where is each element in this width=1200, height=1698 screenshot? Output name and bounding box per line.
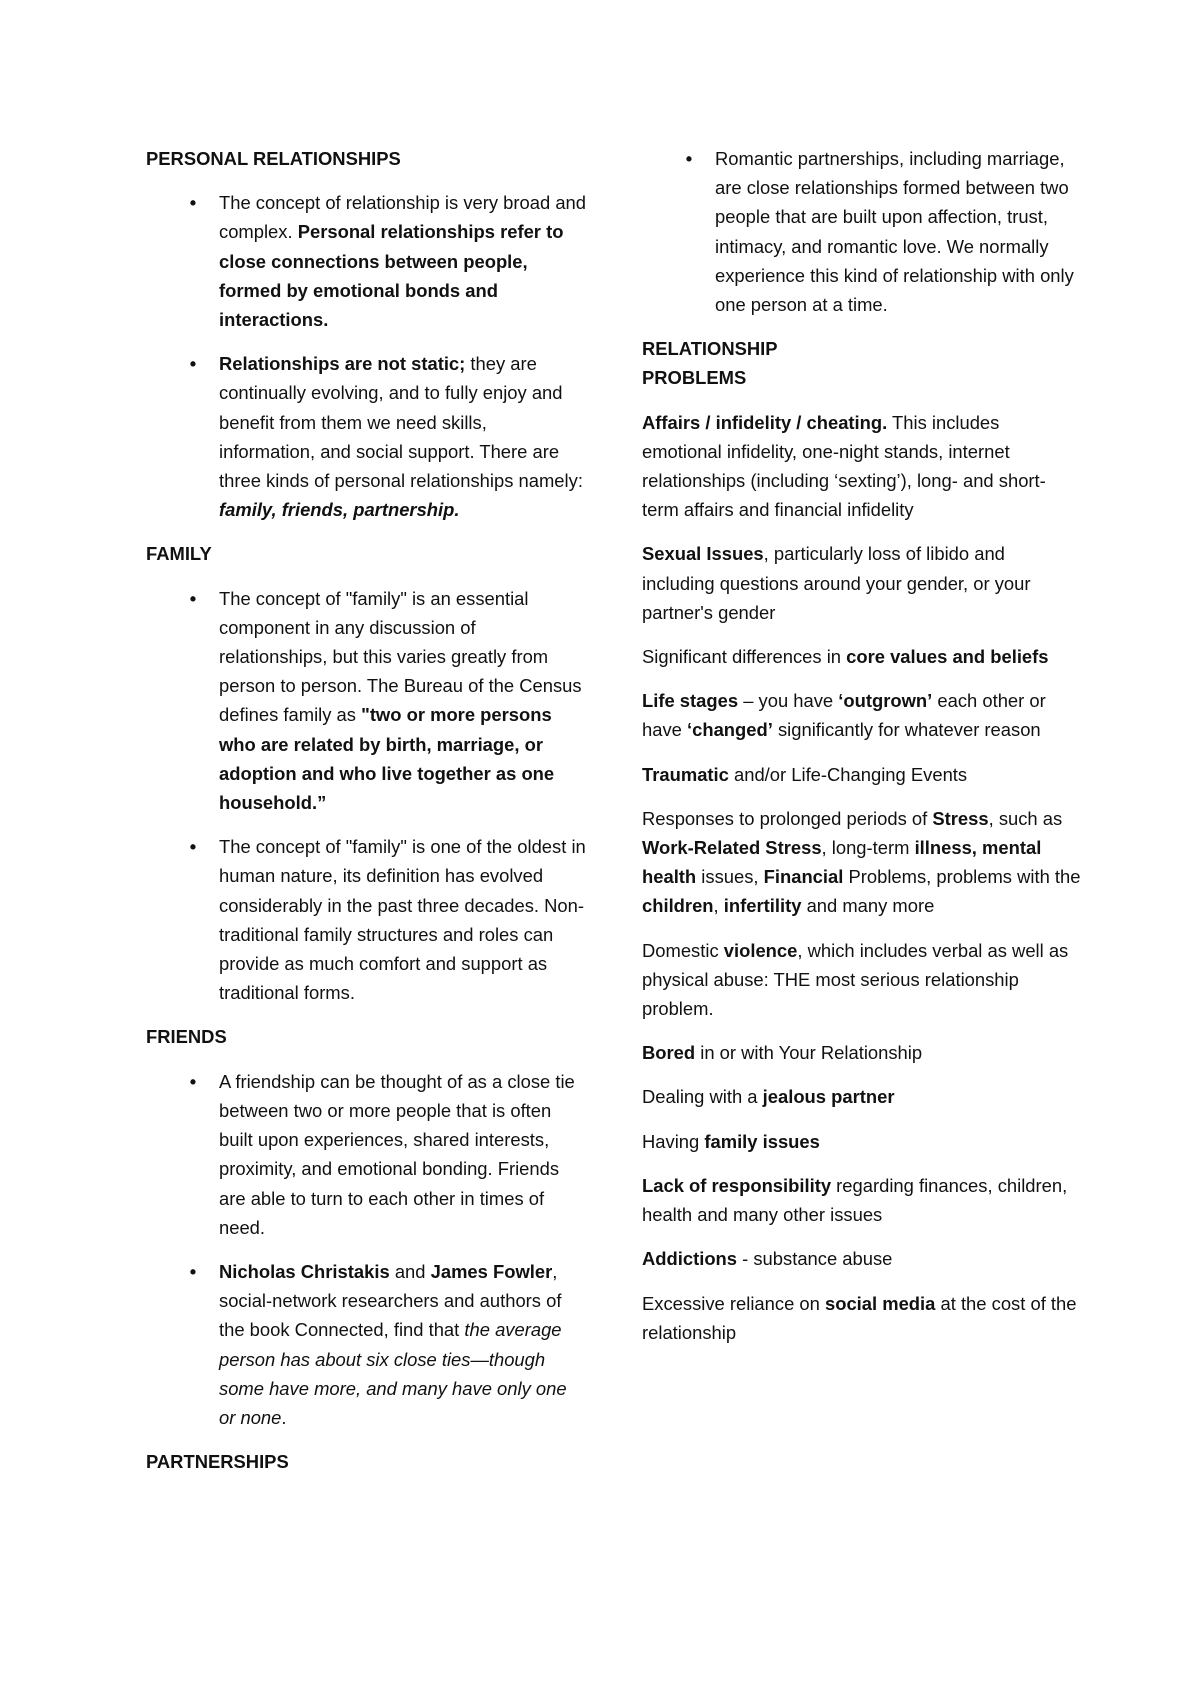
partnerships-list bbox=[642, 144, 1082, 319]
text: , which includes verbal as well as physical abuse: THE most serious relationship problem. bbox=[642, 939, 1069, 1020]
list-item bbox=[146, 584, 586, 818]
problem-core-values bbox=[642, 642, 1082, 671]
bullet-icon: • bbox=[189, 587, 197, 609]
problem-traumatic-events bbox=[642, 760, 1082, 789]
problem-jealous-partner bbox=[642, 1082, 1082, 1111]
heading-personal-relationships: PERSONAL RELATIONSHIPS bbox=[146, 148, 401, 169]
text: Domestic bbox=[642, 939, 724, 961]
problem-domestic-violence bbox=[642, 936, 1082, 1024]
bullet-icon: • bbox=[189, 1260, 197, 1282]
text: A friendship can be thought of as a close tie between two or more people that is often built upon experiences, shared interests, proximity, and emotional bonding. Friends are able to turn to each other in times of need. bbox=[219, 1070, 575, 1238]
bold-text: ‘outgrown’ bbox=[838, 690, 933, 712]
list-item bbox=[146, 832, 586, 1007]
text: issues, bbox=[696, 866, 764, 888]
bold-text: illness, mental health bbox=[642, 837, 1042, 888]
text: Having bbox=[642, 1130, 705, 1152]
friends-list bbox=[146, 1067, 586, 1432]
bold-text: Stress bbox=[932, 807, 989, 829]
text: Dealing with a bbox=[642, 1086, 763, 1108]
list-item bbox=[146, 1067, 586, 1242]
bullet-icon: • bbox=[189, 836, 197, 858]
personal-relationships-list bbox=[146, 188, 586, 524]
bold-text: social media bbox=[824, 1292, 936, 1314]
text: - substance abuse bbox=[737, 1248, 893, 1270]
text: and/or Life-Changing Events bbox=[728, 763, 968, 785]
bold-text: children bbox=[642, 895, 714, 917]
left-column bbox=[146, 144, 586, 1491]
bold-text: Personal relationships refer to close connections between people, formed by emotional bonds and interactions. bbox=[219, 221, 564, 331]
text: Responses to prolonged periods of bbox=[642, 807, 933, 829]
bullet-icon: • bbox=[189, 353, 197, 375]
bold-text: James Fowler bbox=[430, 1260, 553, 1282]
list-item bbox=[146, 188, 586, 334]
problem-sexual-issues bbox=[642, 539, 1082, 627]
bold-text: Sexual Issues bbox=[642, 543, 764, 565]
text: regarding finances, children, health and many other issues bbox=[642, 1174, 1068, 1226]
bold-text: core values and beliefs bbox=[846, 646, 1049, 668]
bold-text: infertility bbox=[723, 895, 802, 917]
bold-text: Work-Related Stress bbox=[642, 837, 822, 859]
problem-stress bbox=[642, 804, 1082, 921]
bold-text: Life stages bbox=[642, 690, 739, 712]
text: , long-term bbox=[821, 837, 915, 859]
bold-text: violence bbox=[723, 939, 798, 961]
bullet-icon: • bbox=[685, 148, 693, 169]
text: , such as bbox=[988, 807, 1063, 829]
text: This includes emotional infidelity, one-night stands, internet relationships (including ‘sexting’), long- and short-term affairs and financial infidelity bbox=[642, 411, 1046, 521]
text: The concept of "family" is one of the oldest in human nature, its definition has evolved considerably in the past three decades. Non-traditional family structures and roles can provide as much comfort and support as traditional forms. bbox=[219, 836, 586, 1004]
bold-text: Lack of responsibility bbox=[642, 1174, 832, 1196]
text: significantly for whatever reason bbox=[772, 719, 1041, 741]
bold-text: Nicholas Christakis bbox=[219, 1260, 390, 1282]
bold-text: family issues bbox=[704, 1130, 820, 1152]
heading-family: FAMILY bbox=[146, 543, 212, 565]
bold-text: Financial bbox=[763, 866, 844, 888]
bold-text: Bored bbox=[642, 1042, 696, 1064]
list-item bbox=[146, 349, 586, 524]
text: they are continually evolving, and to fully enjoy and benefit from them we need skills, information, and social support. There are three kinds of personal relationships namely: bbox=[219, 353, 583, 492]
list-item bbox=[146, 1257, 586, 1432]
text: Problems, problems with the bbox=[843, 866, 1081, 888]
text: and many more bbox=[801, 895, 935, 917]
text: The concept of "family" is an essential component in any discussion of relationships, but this varies greatly from person to person. The Bureau of the Census defines family as bbox=[219, 587, 582, 726]
bold-text: Affairs / infidelity / cheating. bbox=[642, 411, 888, 433]
bold-text: Traumatic bbox=[642, 763, 729, 785]
text: The concept of relationship is very broad and complex. bbox=[219, 192, 587, 243]
text: , bbox=[713, 895, 724, 917]
text: in or with Your Relationship bbox=[695, 1042, 923, 1064]
text: , social-network researchers and authors of the book Connected, find that bbox=[219, 1260, 562, 1341]
problem-responsibility bbox=[642, 1171, 1082, 1229]
heading-relationship-problems bbox=[642, 334, 1082, 392]
list-item bbox=[642, 144, 1082, 319]
bold-italic-text: family, friends, partnership. bbox=[219, 499, 460, 521]
problem-addictions bbox=[642, 1244, 1082, 1273]
problem-social-media bbox=[642, 1289, 1082, 1347]
problem-affairs bbox=[642, 408, 1082, 525]
heading-friends: FRIENDS bbox=[146, 1026, 227, 1048]
heading-line: PROBLEMS bbox=[642, 367, 747, 389]
heading-line: RELATIONSHIP bbox=[642, 338, 778, 360]
right-column bbox=[642, 144, 1082, 1362]
bold-text: Relationships are not static; bbox=[219, 353, 466, 375]
text: , particularly loss of libido and including questions around your gender, or your partner's gender bbox=[642, 543, 1031, 623]
text: – you have bbox=[738, 690, 839, 712]
bold-text: "two or more persons who are related by birth, marriage, or adoption and who live together as one household.” bbox=[219, 704, 555, 814]
text: Romantic partnerships, including marriage, are close relationships formed between two people that are built upon affection, trust, intimacy, and romantic love. We normally experience this kind of relationship with only one person at a time. bbox=[715, 148, 1074, 316]
bullet-icon: • bbox=[189, 1070, 197, 1092]
problem-bored bbox=[642, 1038, 1082, 1067]
text: each other or have bbox=[642, 690, 1046, 741]
heading-partnerships: PARTNERSHIPS bbox=[146, 1451, 289, 1473]
text: . bbox=[281, 1406, 287, 1428]
bullet-icon: • bbox=[189, 192, 197, 214]
bold-text: jealous partner bbox=[762, 1086, 895, 1108]
problem-life-stages bbox=[642, 686, 1082, 744]
text: at the cost of the relationship bbox=[642, 1292, 1077, 1343]
text: Significant differences in bbox=[642, 646, 847, 668]
italic-text: the average person has about six close ties—though some have more, and many have only one or none bbox=[219, 1319, 567, 1428]
family-list bbox=[146, 584, 586, 1008]
bold-text: Addictions bbox=[642, 1248, 738, 1270]
text: and bbox=[389, 1260, 431, 1282]
text: Excessive reliance on bbox=[642, 1292, 825, 1314]
problem-family-issues bbox=[642, 1127, 1082, 1156]
bold-text: ‘changed’ bbox=[687, 719, 773, 741]
